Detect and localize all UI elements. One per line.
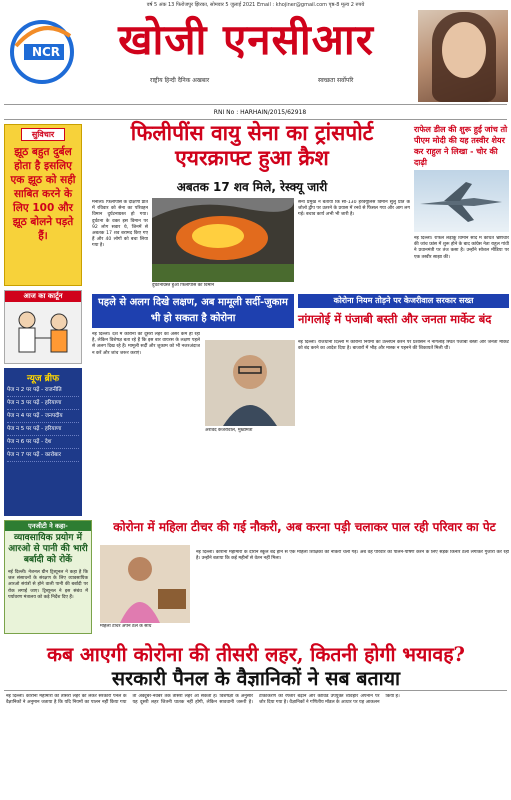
rafale-headline: राफेल डील की शुरू हुई जांच तो पीएम मोदी की यह तस्वीर शेयर कर राहुल ने लिखा - चोर की दाढ़ी <box>414 125 508 167</box>
model-photo <box>418 10 508 102</box>
newspaper-brand: खोजी एनसीआर <box>118 15 374 64</box>
rafale-jet-photo <box>414 170 509 232</box>
rni-number: RNI No : HARHAIN/2015/62918 <box>213 109 307 116</box>
kejriwal-photo <box>205 340 295 426</box>
brief-item: पेज न 2 पर पढ़ें - राजनीति <box>7 387 79 397</box>
kejriwal-caption: अरविंद केजरीवाल, मुख्यमंत्री <box>205 428 253 433</box>
covid-headline: पहले से अलग दिखे लक्षण, अब मामूली सर्दी-जुकाम भी हो सकता है कोरोना <box>92 294 294 328</box>
logo-text: NCR <box>31 45 61 59</box>
teacher-headline: कोरोना में महिला टीचर की गई नौकरी, अब करना पड़ी चलाकर पाल रही परिवार का पेट <box>113 520 496 534</box>
teacher-body: नई दिल्ली। कोरोना महामारी के दौरान स्कूल बंद होने से एक महिला शिक्षिका की नौकरी चली गई। अब वह परिवार का पालन-पोषण करने के लिए सड़क किनारे ठेला लगाकर गुजारा कर रही है। उन्होंने बताया कि कई महीनों से वेतन नहीं मिला। <box>196 550 509 562</box>
rafale-body: नई दिल्ली। राफेल लड़ाकू विमान सौदे में कथित भ्रष्टाचार की जांच फ्रांस में शुरू होने के बाद कांग्रेस नेता राहुल गांधी ने प्रधानमंत्री पर तंज कसा है। उन्होंने सोशल मीडिया पर एक तस्वीर साझा की। <box>414 236 509 260</box>
brief-item: पेज न 5 पर पढ़ें - हरियाणा <box>7 426 79 436</box>
ngt-body: नई दिल्ली। नेशनल ग्रीन ट्रिब्यूनल ने कहा है कि जल संसाधनों के संरक्षण के लिए व्यावसायिक आरओ संयंत्रों से होने वाली पानी की बर्बादी पर रोक लगाई जाए। ट्रिब्यूनल ने इस संबंध में पर्यावरण मंत्रालय को कड़े निर्देश दिए हैं। <box>8 570 88 600</box>
bottom-body: नई दिल्ली। कोरोना महामारी की तीसरी लहर को लेकर सरकारी पैनल के वैज्ञानिकों ने अनुमान जताया है कि यदि नियमों का पालन नहीं किया गया तो अक्टूबर-नवंबर तक तीसरी लहर आ सकती है। विशेषज्ञों के अनुसार यह दूसरी लहर जितनी घातक नहीं होगी, लेकिन सावधानी जरूरी है। टीकाकरण की रफ्तार बढ़ाने और कोविड उपयुक्त व्यवहार अपनाने पर जोर दिया गया है। वैज्ञानिकों ने गणितीय मॉडल के आधार पर यह आकलन किया है। <box>6 694 400 706</box>
bottom-headline-2: सरकारी पैनल के वैज्ञानिकों ने सब बताया <box>111 667 401 690</box>
news-brief-box <box>4 368 82 516</box>
covid-body: नई दिल्ली। देश में कोरोना की दूसरी लहर का असर कम हो रहा है, लेकिन विशेषज्ञ बता रहे हैं कि इस बार वायरस के लक्षण पहले से अलग दिख रहे हैं। मामूली सर्दी और जुकाम को भी नजरअंदाज न करें और जांच जरूर कराएं। <box>92 332 200 356</box>
brief-item: पेज न 3 पर पढ़ें - हरियाणा <box>7 400 79 410</box>
teacher-photo <box>100 545 190 623</box>
lead-headline: फिलीपींस वायु सेना का ट्रांसपोर्ट एयरक्राफ्ट हुआ क्रैश <box>130 120 374 170</box>
suvichar-box <box>4 124 82 286</box>
tagline-left: राष्ट्रीय हिन्दी दैनिक अखबार <box>150 77 210 84</box>
bottom-headline-1: कब आएगी कोरोना की तीसरी लहर, कितनी होगी भयावह? <box>47 643 465 666</box>
lead-body-col1: मनीला। फिलीपींस के दक्षिणी प्रांत में रविवार को सेना का परिवहन विमान दुर्घटनाग्रस्त हो गया। दुर्घटना के वक्त इस विमान पर 92 लोग सवार थे, जिनमें से अबतक 17 शव बरामद किए गए हैं और 40 लोगों को बचा लिया गया है। <box>92 200 148 249</box>
brief-item: पेज न 6 पर पढ़ें - देश <box>7 439 79 449</box>
ngt-label: एनजीटी ने कहा- <box>5 521 91 531</box>
market-headline: नांगलोई में पंजाबी बस्ती और जनता मार्केट बंद <box>298 312 492 326</box>
plane-crash-photo <box>152 198 294 282</box>
cartoon-drawing <box>5 302 82 364</box>
crash-photo-caption: दुर्घटनाग्रस्त हुआ फिलीपींस का विमान <box>152 283 215 288</box>
teacher-caption: महिला टीचर अपने ठेले के साथ <box>100 624 152 629</box>
lead-body-col2: सेना प्रमुख ने बताया कि सी-130 हरक्यूलिस विमान सुलु प्रांत के जोलो द्वीप पर उतरने के प्रयास में रनवे से फिसल गया और आग लग गई। बचाव कार्य अभी भी जारी है। <box>298 200 410 218</box>
ngt-headline: व्यावसायिक प्रयोग में आरओ से पानी की भारी बर्बादी को रोकें <box>8 533 88 565</box>
ncr-logo <box>4 16 84 86</box>
lead-subheadline: अबतक 17 शव मिले, रेस्क्यू जारी <box>176 180 328 194</box>
news-brief-label: न्यूज ब्रीफ <box>26 374 60 384</box>
brief-item: पेज न 4 पर पढ़ें - जनपदीय <box>7 413 79 423</box>
masthead-info-line: वर्ष 5 अंक 13 फिरोजपुर झिरका, सोमवार 5 जुलाई 2021 Email : khojiner@gmail.com पृष्ठ-8 मूल्य 2 रुपये <box>146 2 365 8</box>
kejriwal-band: कोरोना नियम तोड़ने पर केजरीवाल सरकार सख्त <box>298 294 509 308</box>
ngt-box <box>4 520 92 634</box>
cartoon-label: आज का कार्टून <box>5 291 81 302</box>
market-body: नई दिल्ली। राजधानी दिल्ली में कोरोना नियमों का उल्लंघन करने पर प्रशासन ने नांगलोई स्थित पंजाबी बस्ती और जनता मार्केट को बंद करने का आदेश दिया है। बाजारों में भीड़ और मास्क न पहनने की शिकायतें मिली थीं। <box>298 340 509 352</box>
suvichar-text: झूठ बहुत दुर्बल होता है इसलिए एक झूठ को सही साबित करने के लिए 100 और झूठ बोलने पड़ते हैं। <box>10 146 76 242</box>
cartoon-box <box>4 290 82 364</box>
brief-item: पेज न 7 पर पढ़ें - कारोबार <box>7 452 79 462</box>
suvichar-label: सुविचार <box>21 128 65 141</box>
tagline-right: स्वच्छता सर्वोपरि <box>318 77 354 84</box>
